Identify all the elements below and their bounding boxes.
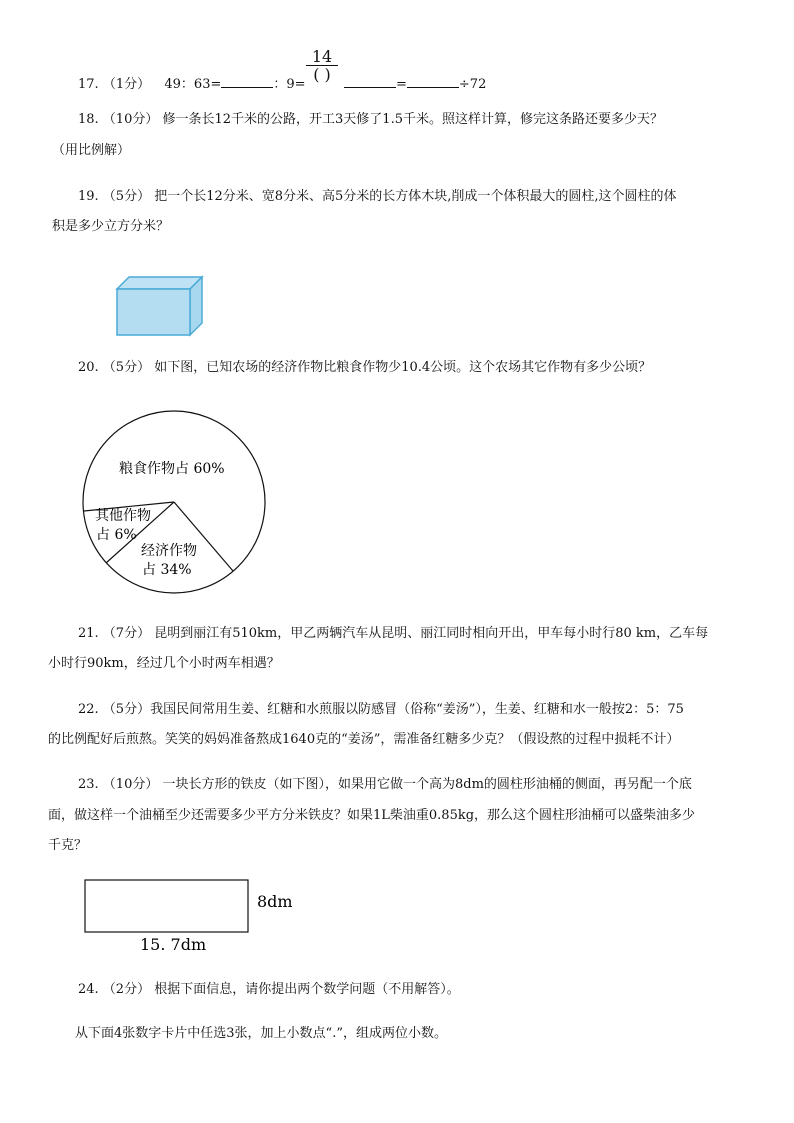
- q17-ratio-2: ：9=: [273, 77, 306, 92]
- q17-ratio: 49：63=: [164, 77, 222, 92]
- q21-line-2: 小时行90km，经过几个小时两车相遇？: [48, 656, 280, 671]
- pie-label-other-line1: 其他作物: [95, 508, 151, 524]
- q23-line-3: 千克？: [48, 838, 88, 853]
- cuboid-front-face: [117, 289, 190, 335]
- cuboid-figure: [110, 270, 210, 340]
- q22-line-2: 的比例配好后煎熬。笑笑的妈妈准备熬成1640克的“姜汤”，需准备红糖多少克？（假设熬的过程中损耗不计）: [48, 732, 680, 747]
- cuboid-top-face: [117, 277, 202, 289]
- q17-fraction: [306, 47, 338, 87]
- q17-number: 17.: [78, 77, 99, 92]
- pie-label-econ-line2: 占 34%: [142, 562, 192, 578]
- iron-sheet-rect: [85, 880, 248, 932]
- iron-sheet-height-label: 8dm: [257, 892, 293, 911]
- q17-blank-2[interactable]: [344, 74, 396, 88]
- q17-blank-1[interactable]: [221, 74, 273, 88]
- q20-line-1: 20. （5分） 如下图，已知农场的经济作物比粮食作物少10.4公顷。这个农场其它作物有多少公顷？: [78, 360, 652, 375]
- q17-fraction-numerator: 14: [311, 47, 333, 66]
- q17-blank-3[interactable]: [407, 74, 459, 88]
- q17-division: ÷72: [458, 77, 487, 92]
- q17-line-2: [344, 74, 486, 93]
- q23-line-1: 23. （10分） 一块长方形的铁皮（如下图），如果用它做一个高为8dm的圆柱形油桶的侧面，再另配一个底: [78, 777, 692, 792]
- pie-label-grain: 粮食作物占 60%: [119, 461, 225, 477]
- pie-label-other-line2: 占 6%: [96, 527, 137, 543]
- iron-sheet-width-label: 15. 7dm: [140, 935, 207, 954]
- q21-line-1: 21. （7分） 昆明到丽江有510km，甲乙两辆汽车从昆明、丽江同时相向开出，甲车每小时行80 km，乙车每: [78, 626, 709, 641]
- q24-line-2: 从下面4张数字卡片中任选3张，加上小数点“.”，组成两位小数。: [75, 1026, 447, 1041]
- q17-fraction-denominator: ( ): [313, 65, 331, 84]
- q19-line-2: 积是多少立方分米？: [52, 219, 170, 234]
- q22-line-1: 22. （5分）我国民间常用生姜、红糖和水煎服以防感冒（俗称“姜汤”），生姜、红糖和水一般按2：5：75: [78, 702, 684, 717]
- iron-sheet-figure: [80, 875, 300, 960]
- q23-line-2: 面，做这样一个油桶至少还需要多少平方分米铁皮？如果1L柴油重0.85kg，那么这个圆柱形油桶可以盛柴油多少: [48, 808, 696, 823]
- q19-line-1: 19. （5分） 把一个长12分米、宽8分米、高5分米的长方体木块,削成一个体积最大的圆柱,这个圆柱的体: [78, 189, 677, 204]
- q17-line: [78, 74, 306, 93]
- pie-divider-econ-grain: [174, 502, 233, 571]
- q17-score: （1分）: [102, 77, 151, 92]
- q24-line-1: 24. （2分） 根据下面信息，请你提出两个数学问题（不用解答）。: [78, 982, 460, 997]
- q18-line-1: 18. （10分） 修一条长12千米的公路，开工3天修了1.5千米。照这样计算，修完这条路还要多少天？: [78, 112, 663, 127]
- crop-pie-chart: [75, 410, 275, 595]
- q18-line-2: （用比例解）: [52, 143, 131, 158]
- q17-equals: =: [396, 77, 407, 92]
- pie-label-econ-line1: 经济作物: [141, 543, 197, 559]
